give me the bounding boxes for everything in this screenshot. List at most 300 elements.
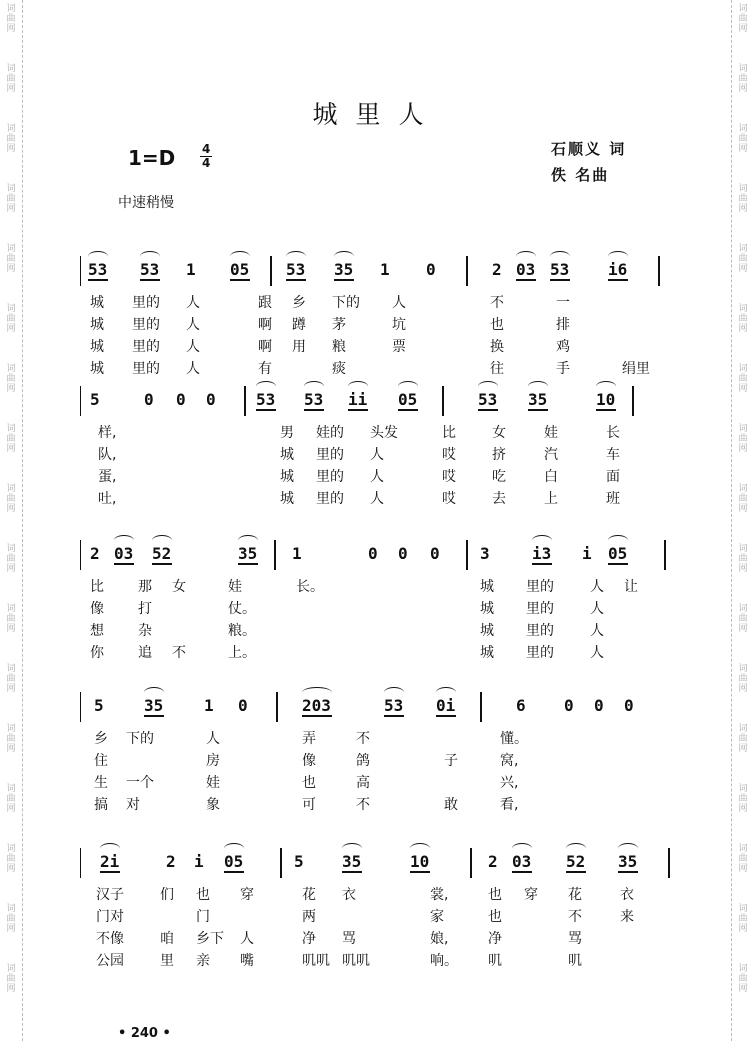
slur-mark [512,843,532,854]
lyric-word: 裳, [430,887,449,903]
lyric-word: 人 [240,931,254,947]
note-group: 0i [436,696,456,715]
lyric-word: 人 [186,339,200,355]
lyricist-credit: 石顺义 词 [551,140,627,158]
slur-mark [286,251,306,262]
slur-mark [342,843,362,854]
lyric-word: 去 [492,491,506,507]
lyric-word: 人 [590,645,604,661]
lyric-word: 仗。 [228,601,256,617]
lyric-word: 吐, [98,491,117,507]
beam-underline [608,279,628,281]
note-group: 1 [204,696,214,715]
lyric-word: 往 [490,361,504,377]
lyric-line-verse-2 [80,444,680,464]
lyric-word: 痰 [332,361,346,377]
beam-underline [286,279,306,281]
barline [442,386,444,416]
lyric-word: 绢里 [622,361,650,377]
lyric-word: 汉子 [96,887,124,903]
slur-mark [152,535,172,546]
lyric-word: 人 [186,361,200,377]
lyric-word: 粮。 [228,623,256,639]
slur-mark [398,381,418,392]
watermark-text: 词曲网 [738,484,748,514]
lyric-word: 叽 [568,953,582,969]
lyric-word: 汽 [544,447,558,463]
beam-underline [516,279,536,281]
meter-bottom: 4 [202,156,211,170]
beam-underline [608,563,628,565]
key-signature: 1=D [128,146,176,170]
note-group: 5 [90,390,100,409]
lyric-word: 骂 [568,931,582,947]
lyric-word: 茅 [332,317,346,333]
notation-line [80,692,680,722]
note-group: 0 [430,544,440,563]
watermark-text: 词曲网 [738,184,748,214]
lyric-word: 想 [90,623,104,639]
slur-mark [144,687,164,698]
slur-mark [618,843,638,854]
lyric-word: 也 [196,887,210,903]
page-number: • 240 • [118,1026,171,1041]
note-group: 6 [516,696,526,715]
note-group: 0 [206,390,216,409]
lyric-word: 你 [90,645,104,661]
lyric-word: 人 [206,731,220,747]
barline [470,848,472,878]
lyric-word: 那 [138,579,152,595]
note-group: 53 [478,390,498,409]
lyric-word: 票 [392,339,406,355]
beam-underline [410,871,430,873]
lyric-word: 里 [160,953,174,969]
note-group: i [582,544,592,563]
slur-mark [238,535,258,546]
note-group: 53 [384,696,404,715]
watermark-text: 词曲网 [6,184,16,214]
lyric-word: 看, [500,797,519,813]
meter-top: 4 [202,142,211,156]
lyric-word: 面 [606,469,620,485]
lyric-word: 里的 [526,579,554,595]
lyric-word: 坑 [392,317,406,333]
beam-underline [398,409,418,411]
slur-mark [304,381,324,392]
notation-line [80,540,680,570]
beam-underline [114,563,134,565]
lyric-word: 鸡 [556,339,570,355]
barline [80,848,81,878]
note-group: 03 [512,852,532,871]
note-group: 35 [238,544,258,563]
watermark-text: 词曲网 [6,844,16,874]
lyric-line-verse-1 [80,576,680,596]
note-group: 2 [488,852,498,871]
beam-underline [566,871,586,873]
note-group: 0 [594,696,604,715]
lyric-word: 住 [94,753,108,769]
beam-underline [348,409,368,411]
lyric-line-verse-1 [80,422,680,442]
barline [80,692,81,722]
lyric-word: 娃 [228,579,242,595]
lyric-word: 哎 [442,491,456,507]
slur-mark [256,381,276,392]
lyric-word: 人 [186,317,200,333]
lyric-word: 门 [196,909,210,925]
barline [280,848,282,878]
lyric-word: 里的 [316,447,344,463]
watermark-text: 词曲网 [738,4,748,34]
lyric-word: 蛋, [98,469,117,485]
slur-mark [516,251,536,262]
note-group: i3 [532,544,552,563]
barline [270,256,272,286]
lyric-line-verse-3 [80,928,680,948]
note-group: 53 [286,260,306,279]
barline [276,692,278,722]
lyric-word: 不 [568,909,582,925]
lyric-word: 像 [90,601,104,617]
watermark-text: 词曲网 [6,784,16,814]
note-group: 35 [528,390,548,409]
watermark-text: 词曲网 [738,124,748,154]
lyric-word: 人 [370,491,384,507]
lyric-word: 城 [480,645,494,661]
lyric-word: 让 [624,579,638,595]
slur-mark [384,687,404,698]
lyric-word: 也 [488,887,502,903]
lyric-word: 里的 [316,491,344,507]
beam-underline [550,279,570,281]
lyric-word: 杂 [138,623,152,639]
lyric-word: 下的 [126,731,154,747]
lyric-word: 们 [160,887,174,903]
lyric-line-verse-4 [80,642,680,662]
lyric-word: 上。 [228,645,256,661]
watermark-text: 词曲网 [6,424,16,454]
note-group: 35 [144,696,164,715]
watermark-text: 词曲网 [738,64,748,94]
note-group: 05 [608,544,628,563]
lyric-word: 兴, [500,775,519,791]
watermark-text: 词曲网 [6,964,16,994]
lyric-word: 女 [172,579,186,595]
lyric-line-verse-2 [80,906,680,926]
lyric-word: 城 [480,623,494,639]
lyric-word: 城 [90,317,104,333]
lyric-word: 车 [606,447,620,463]
notation-line [80,386,680,416]
watermark-text: 词曲网 [6,904,16,934]
note-group: ii [348,390,368,409]
lyric-word: 人 [590,623,604,639]
lyric-word: 不 [356,797,370,813]
lyric-word: 粮 [332,339,346,355]
lyric-word: 白 [544,469,558,485]
watermark-text: 词曲网 [6,484,16,514]
beam-underline [528,409,548,411]
lyric-line-verse-1 [80,728,680,748]
note-group: i [194,852,204,871]
beam-underline [302,715,332,717]
watermark-text: 词曲网 [738,364,748,394]
note-group: 0 [176,390,186,409]
note-group: 0 [398,544,408,563]
lyric-word: 叽叽 [302,953,330,969]
lyric-word: 里的 [132,361,160,377]
lyric-word: 哎 [442,469,456,485]
lyric-word: 可 [302,797,316,813]
barline [80,386,81,416]
notation-line [80,848,680,878]
watermark-text: 词曲网 [738,964,748,994]
lyric-word: 城 [280,469,294,485]
note-group: 1 [292,544,302,563]
lyric-line-verse-4 [80,950,680,970]
slur-mark [436,687,456,698]
beam-underline [478,409,498,411]
lyric-word: 净 [302,931,316,947]
watermark-text: 词曲网 [738,244,748,274]
beam-underline [384,715,404,717]
beam-underline [100,871,120,873]
note-group: 2 [492,260,502,279]
lyric-word: 城 [480,601,494,617]
watermark-text: 词曲网 [738,844,748,874]
beam-underline [334,279,354,281]
barline [466,256,468,286]
note-group: 0 [368,544,378,563]
lyric-word: 不 [172,645,186,661]
lyric-line-verse-3 [80,466,680,486]
lyric-word: 花 [568,887,582,903]
lyric-line-verse-2 [80,314,680,334]
lyric-word: 打 [138,601,152,617]
watermark-text: 词曲网 [6,4,16,34]
lyric-word: 追 [138,645,152,661]
lyric-word: 乡 [292,295,306,311]
lyric-word: 亲 [196,953,210,969]
beam-underline [140,279,160,281]
lyric-word: 一 [556,295,570,311]
lyric-word: 里的 [526,601,554,617]
lyric-word: 公园 [96,953,124,969]
slur-mark [566,843,586,854]
slur-mark [608,535,628,546]
lyric-word: 娘, [430,931,449,947]
note-group: 35 [618,852,638,871]
note-group: 05 [230,260,250,279]
note-group: 0 [144,390,154,409]
lyric-word: 啊 [258,339,272,355]
lyric-word: 人 [392,295,406,311]
lyric-word: 里的 [526,623,554,639]
lyric-word: 排 [556,317,570,333]
lyric-word: 弄 [302,731,316,747]
lyric-word: 咱 [160,931,174,947]
time-signature [200,143,212,170]
note-group: 05 [398,390,418,409]
lyric-word: 人 [370,469,384,485]
lyric-word: 衣 [342,887,356,903]
lyric-word: 男 [280,425,294,441]
watermark-text: 词曲网 [6,64,16,94]
beam-underline [88,279,108,281]
barline [80,256,81,286]
lyric-word: 高 [356,775,370,791]
lyric-word: 骂 [342,931,356,947]
note-group: 0 [624,696,634,715]
watermark-text: 词曲网 [6,124,16,154]
note-group: 05 [224,852,244,871]
lyric-word: 用 [292,339,306,355]
watermark-text: 词曲网 [6,544,16,574]
slur-mark [550,251,570,262]
lyric-word: 响。 [430,953,458,969]
barline [480,692,482,722]
slur-mark [88,251,108,262]
lyric-word: 城 [280,491,294,507]
note-group: 35 [334,260,354,279]
lyric-word: 头发 [370,425,398,441]
lyric-word: 鸽 [356,753,370,769]
lyric-word: 不 [356,731,370,747]
lyric-word: 队, [98,447,117,463]
slur-mark [596,381,616,392]
lyric-word: 不 [490,295,504,311]
lyric-line-verse-1 [80,884,680,904]
barline [466,540,468,570]
note-group: 10 [596,390,616,409]
note-group: 2 [90,544,100,563]
lyric-word: 门对 [96,909,124,925]
note-group: 5 [94,696,104,715]
slur-mark [100,843,120,854]
watermark-text: 词曲网 [738,904,748,934]
barline [274,540,276,570]
note-group: 03 [516,260,536,279]
lyric-word: 两 [302,909,316,925]
beam-underline [224,871,244,873]
note-group: 53 [550,260,570,279]
slur-mark [348,381,368,392]
beam-underline [238,563,258,565]
lyric-word: 城 [280,447,294,463]
lyric-word: 穿 [524,887,538,903]
lyric-line-verse-2 [80,598,680,618]
tempo-marking: 中速稍慢 [118,195,174,211]
watermark-text: 词曲网 [738,604,748,634]
beam-underline [618,871,638,873]
composer-credit: 佚 名曲 [551,166,610,184]
lyric-word: 敢 [444,797,458,813]
lyric-word: 不像 [96,931,124,947]
lyric-word: 跟 [258,295,272,311]
slur-mark [478,381,498,392]
lyric-word: 乡下 [196,931,224,947]
note-group: 0 [238,696,248,715]
lyric-word: 里的 [132,295,160,311]
lyric-word: 换 [490,339,504,355]
lyric-word: 人 [590,601,604,617]
lyric-word: 蹲 [292,317,306,333]
barline [658,256,660,286]
lyric-word: 手 [556,361,570,377]
lyric-word: 啊 [258,317,272,333]
lyric-word: 城 [480,579,494,595]
lyric-line-verse-1 [80,292,680,312]
lyric-word: 净 [488,931,502,947]
watermark-text: 词曲网 [738,724,748,754]
watermark-text: 词曲网 [738,664,748,694]
beam-underline [512,871,532,873]
lyric-word: 吃 [492,469,506,485]
slur-mark [230,251,250,262]
lyric-word: 也 [302,775,316,791]
lyric-word: 里的 [132,339,160,355]
lyric-word: 一个 [126,775,154,791]
lyric-word: 比 [90,579,104,595]
barline [668,848,670,878]
watermark-text: 词曲网 [738,544,748,574]
note-group: 203 [302,696,331,715]
song-title: 城里人 [312,100,442,129]
lyric-word: 家 [430,909,444,925]
watermark-text: 词曲网 [738,784,748,814]
note-group: 0 [426,260,436,279]
lyric-word: 穿 [240,887,254,903]
lyric-word: 上 [544,491,558,507]
note-group: 0 [564,696,574,715]
lyric-word: 花 [302,887,316,903]
lyric-word: 长 [606,425,620,441]
lyric-word: 比 [442,425,456,441]
beam-underline [230,279,250,281]
lyric-word: 房 [206,753,220,769]
watermark-text: 词曲网 [6,364,16,394]
watermark-text: 词曲网 [6,604,16,634]
note-group: 1 [380,260,390,279]
lyric-word: 有 [258,361,272,377]
right-margin-strip [731,0,754,1041]
lyric-word: 城 [90,339,104,355]
lyric-word: 女 [492,425,506,441]
note-group: 3 [480,544,490,563]
note-group: 2 [166,852,176,871]
lyric-word: 也 [488,909,502,925]
note-group: 53 [140,260,160,279]
slur-mark [528,381,548,392]
lyric-word: 来 [620,909,634,925]
lyric-word: 像 [302,753,316,769]
beam-underline [436,715,456,717]
watermark-text: 词曲网 [6,664,16,694]
lyric-word: 人 [186,295,200,311]
lyric-word: 懂。 [500,731,528,747]
beam-underline [532,563,552,565]
lyric-word: 衣 [620,887,634,903]
lyric-word: 生 [94,775,108,791]
barline [80,540,81,570]
slur-mark [224,843,244,854]
watermark-text: 词曲网 [6,244,16,274]
lyric-word: 里的 [132,317,160,333]
lyric-word: 窝, [500,753,519,769]
lyric-word: 叽叽 [342,953,370,969]
